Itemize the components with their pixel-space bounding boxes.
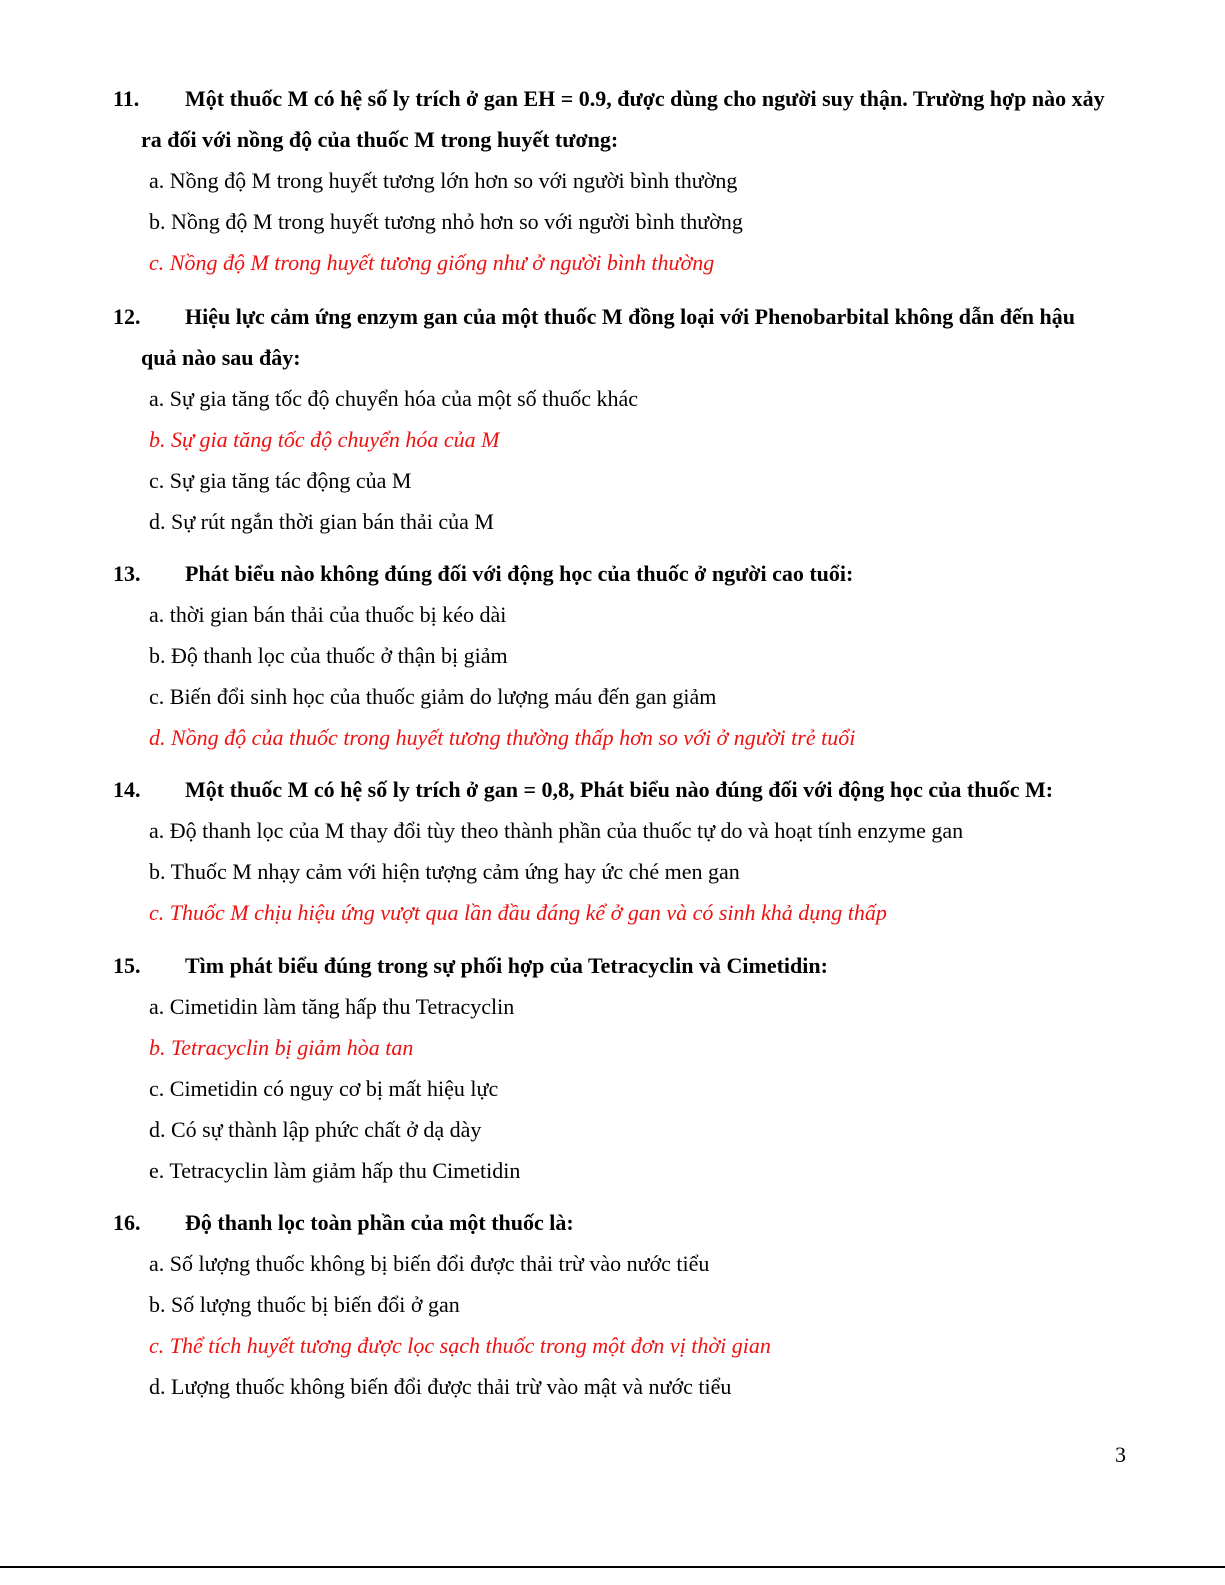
question-11 [0,78,1225,283]
question-text: Độ thanh lọc toàn phần của một thuốc là: [185,1210,574,1235]
answer-option: b. Nồng độ M trong huyết tương nhỏ hơn so với người bình thường [149,209,743,234]
answer-option: a. Sự gia tăng tốc độ chuyển hóa của một số thuốc khác [149,386,639,411]
answer-option: a. thời gian bán thải của thuốc bị kéo dài [149,602,507,627]
question-text: Tìm phát biểu đúng trong sự phối hợp của Tetracyclin và Cimetidin: [185,953,828,978]
question-12 [0,296,1225,542]
question-number: 13. [113,561,141,586]
answer-option: b. Độ thanh lọc của thuốc ở thận bị giảm [149,643,508,668]
answer-option: a. Nồng độ M trong huyết tương lớn hơn so với người bình thường [149,168,738,193]
question-heading [0,78,1225,160]
question-15 [0,945,1225,1191]
page-number: 3 [1115,1442,1126,1467]
question-number: 15. [113,953,141,978]
answer-option: d. Lượng thuốc không biến đổi được thải trừ vào mật và nước tiểu [149,1374,732,1399]
answer-option: b. Thuốc M nhạy cảm với hiện tượng cảm ứng hay ức ché men gan [149,859,740,884]
question-text: Một thuốc M có hệ số ly trích ở gan = 0,8, Phát biểu nào đúng đối với động học của thuốc M: [185,777,1054,802]
answer-option: d. Có sự thành lập phức chất ở dạ dày [149,1117,482,1142]
question-number: 11. [113,86,140,111]
correct-answer-option: c. Thể tích huyết tương được lọc sạch thuốc trong một đơn vị thời gian [149,1333,771,1358]
answer-option: a. Độ thanh lọc của M thay đổi tùy theo thành phần của thuốc tự do và hoạt tính enzyme gan [149,818,964,843]
question-text: Một thuốc M có hệ số ly trích ở gan EH = 0.9, được dùng cho người suy thận. Trường hợp nào xảy ra đối với nồng độ của thuốc M trong huyết tương: [141,86,1105,152]
correct-answer-option: d. Nồng độ của thuốc trong huyết tương thường thấp hơn so với ở người trẻ tuổi [149,725,856,750]
answer-option: c. Biến đổi sinh học của thuốc giảm do lượng máu đến gan giảm [149,684,717,709]
question-number: 14. [113,777,141,802]
question-heading [0,553,1225,594]
question-text: Hiệu lực cảm ứng enzym gan của một thuốc M đồng loại với Phenobarbital không dẫn đến hậu quả nào sau đây: [141,304,1075,370]
question-heading [0,1202,1225,1243]
question-13 [0,553,1225,758]
correct-answer-option: c. Nồng độ M trong huyết tương giống như ở người bình thường [149,250,715,275]
question-16 [0,1202,1225,1407]
question-14 [0,769,1225,933]
answer-option: e. Tetracyclin làm giảm hấp thu Cimetidin [149,1158,521,1183]
question-number: 12. [113,304,141,329]
question-number: 16. [113,1210,141,1235]
answer-option: a. Cimetidin làm tăng hấp thu Tetracyclin [149,994,515,1019]
answer-option: c. Sự gia tăng tác động của M [149,468,412,493]
correct-answer-option: c. Thuốc M chịu hiệu ứng vượt qua lần đầu đáng kể ở gan và có sinh khả dụng thấp [149,900,887,925]
answer-option: b. Số lượng thuốc bị biến đổi ở gan [149,1292,460,1317]
question-heading [0,769,1225,810]
question-text: Phát biểu nào không đúng đối với động học của thuốc ở người cao tuổi: [185,561,854,586]
correct-answer-option: b. Tetracyclin bị giảm hòa tan [149,1035,414,1060]
answer-option: a. Số lượng thuốc không bị biến đổi được thải trừ vào nước tiểu [149,1251,710,1276]
correct-answer-option: b. Sự gia tăng tốc độ chuyển hóa của M [149,427,500,452]
page-bottom-divider [0,1566,1225,1568]
answer-option: d. Sự rút ngắn thời gian bán thải của M [149,509,494,534]
question-heading [0,296,1225,378]
answer-option: c. Cimetidin có nguy cơ bị mất hiệu lực [149,1076,499,1101]
question-heading [0,945,1225,986]
